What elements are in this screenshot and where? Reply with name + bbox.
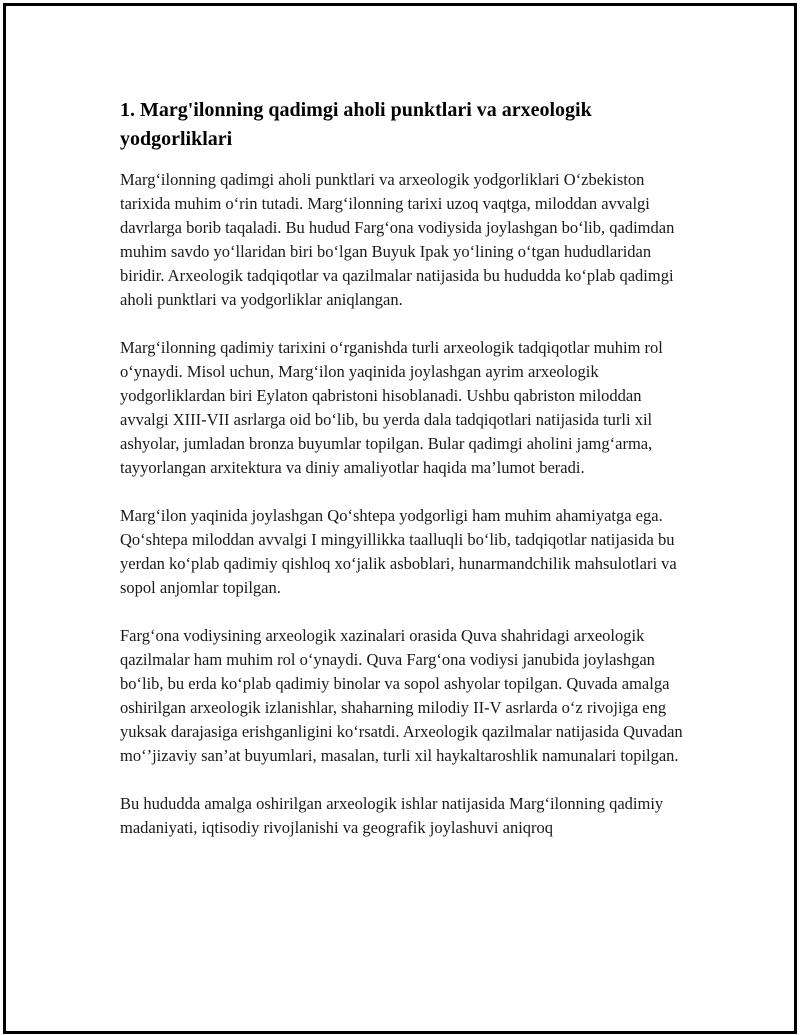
paragraph-4: Farg‘ona vodiysining arxeologik xazinalari orasida Quva shahridagi arxeologik qazilmalar ham muhim rol o‘ynaydi. Quva Farg‘ona vodiysi janubida joylashgan bo‘lib, bu erda ko‘plab qadimiy binolar va sopol ashyolar topilgan. Quvada amalga oshirilgan arxeologik izlanishlar, shaharning milodiy II-V asrlarda o‘z rivojiga eng yuksak darajasiga erishganligini ko‘rsatdi. Arxeologik qazilmalar natijasida Quvadan mo‘’jizaviy san’at buyumlari, masalan, turli xil haykaltaroshlik namunalari topilgan. xyxy=(120,626,683,765)
paragraph-1: Marg‘ilonning qadimgi aholi punktlari va arxeologik yodgorliklari O‘zbekiston tarixida muhim o‘rin tutadi. Marg‘ilonning tarixi uzoq vaqtga, miloddan avvalgi davrlarga borib taqaladi. Bu hudud Farg‘ona vodiysida joylashgan bo‘lib, qadimdan muhim savdo yo‘llaridan biri bo‘lgan Buyuk Ipak yo‘lining o‘tgan hududlaridan biridir. Arxeologik tadqiqotlar va qazilmalar natijasida bu hududda ko‘plab qadimgi aholi punktlari va yodgorliklar aniqlangan. xyxy=(120,170,675,309)
page-frame xyxy=(3,3,797,1034)
section-title: 1. Marg'ilonning qadimgi aholi punktlari va arxeologik yodgorliklari xyxy=(120,99,592,150)
paragraph-2: Marg‘ilonning qadimiy tarixini o‘rganishda turli arxeologik tadqiqotlar muhim rol o‘ynaydi. Misol uchun, Marg‘ilon yaqinida joylashgan ayrim arxeologik yodgorliklardan biri Eylaton qabristoni hisoblanadi. Ushbu qabriston miloddan avvalgi XIII-VII asrlarga oid bo‘lib, bu yerda dala tadqiqotlari natijasida turli xil ashyolar, jumladan bronza buyumlar topilgan. Bular qadimgi aholini jamg‘arma, tayyorlangan arxitektura va diniy amaliyotlar haqida ma’lumot beradi. xyxy=(120,338,663,477)
paragraph-3: Marg‘ilon yaqinida joylashgan Qo‘shtepa yodgorligi ham muhim ahamiyatga ega. Qo‘shtepa miloddan avvalgi I mingyillikka taalluqli bo‘lib, tadqiqotlar natijasida bu yerdan ko‘plab qadimiy qishloq xo‘jalik asboblari, hunarmandchilik mahsulotlari va sopol anjomlar topilgan. xyxy=(120,506,677,597)
paragraph-5: Bu hududda amalga oshirilgan arxeologik ishlar natijasida Marg‘ilonning qadimiy madaniyati, iqtisodiy rivojlanishi va geografik joylashuvi aniqroq xyxy=(120,794,664,837)
document-body xyxy=(120,96,686,864)
